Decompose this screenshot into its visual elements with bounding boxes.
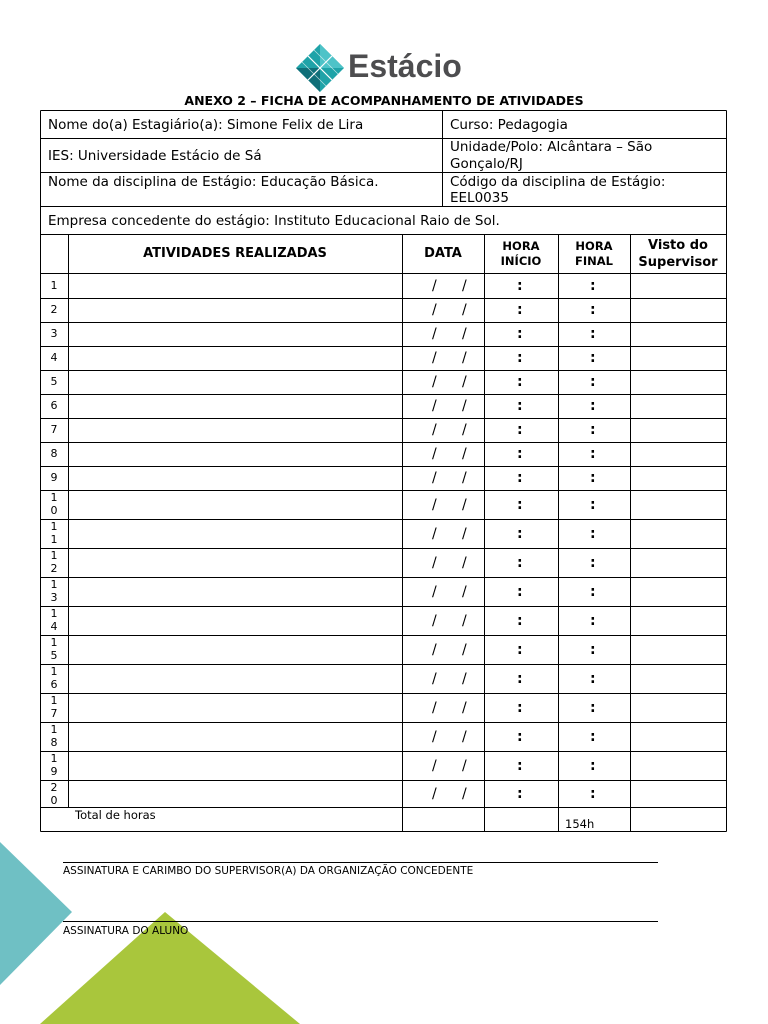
row-number: 5	[50, 375, 58, 388]
time-separator: :	[517, 422, 523, 438]
time-separator: :	[590, 554, 596, 571]
header-supervisor-line2: Supervisor	[638, 255, 718, 270]
total-hours-label: Total de horas	[75, 808, 156, 822]
student-signature-line	[63, 921, 658, 922]
time-separator: :	[590, 398, 596, 414]
date-separator: /	[462, 350, 467, 366]
time-separator: :	[590, 302, 596, 318]
time-separator: :	[517, 374, 523, 390]
time-separator: :	[590, 446, 596, 462]
supervisor-signature-line	[63, 862, 658, 863]
time-separator: :	[517, 302, 523, 318]
time-separator: :	[590, 350, 596, 366]
date-separator: /	[462, 374, 467, 390]
time-separator: :	[517, 612, 523, 629]
date-separator: /	[462, 422, 467, 438]
row-number: 1	[50, 723, 58, 736]
institution-field: IES: Universidade Estácio de Sá	[48, 148, 262, 164]
time-separator: :	[517, 728, 523, 745]
row-number: 4	[50, 351, 58, 364]
time-separator: :	[517, 757, 523, 774]
time-separator: :	[590, 728, 596, 745]
row-number: 2	[50, 562, 58, 575]
form-title: ANEXO 2 – FICHA DE ACOMPANHAMENTO DE ATIVIDADES	[184, 93, 584, 108]
date-separator: /	[432, 554, 437, 571]
unit-field-line1: Unidade/Polo: Alcântara – São	[450, 139, 653, 155]
date-separator: /	[462, 728, 467, 745]
time-separator: :	[590, 699, 596, 716]
date-separator: /	[462, 302, 467, 318]
date-separator: /	[462, 398, 467, 414]
row-number: 6	[50, 678, 58, 691]
date-separator: /	[432, 699, 437, 716]
date-separator: /	[432, 302, 437, 318]
time-separator: :	[517, 583, 523, 600]
header-start-time-line2: INÍCIO	[500, 254, 542, 268]
row-number: 2	[50, 303, 58, 316]
date-separator: /	[432, 785, 437, 802]
date-separator: /	[462, 641, 467, 658]
time-separator: :	[517, 785, 523, 802]
row-number: 2	[50, 781, 58, 794]
time-separator: :	[590, 670, 596, 687]
date-separator: /	[462, 525, 467, 542]
time-separator: :	[517, 670, 523, 687]
row-number: 7	[50, 423, 58, 436]
row-number: 5	[50, 649, 58, 662]
row-number: 3	[50, 327, 58, 340]
logo-wordmark: Estácio	[348, 48, 462, 84]
header-activities: ATIVIDADES REALIZADAS	[143, 246, 327, 261]
time-separator: :	[517, 277, 523, 294]
row-number: 8	[50, 736, 58, 749]
date-separator: /	[462, 583, 467, 600]
student-signature-label: ASSINATURA DO ALUNO	[63, 925, 189, 937]
row-number: 1	[50, 578, 58, 591]
row-number: 9	[50, 765, 58, 778]
time-separator: :	[590, 525, 596, 542]
row-number: 4	[50, 620, 58, 633]
date-separator: /	[432, 374, 437, 390]
row-number: 8	[50, 447, 58, 460]
time-separator: :	[517, 699, 523, 716]
row-number: 7	[50, 707, 58, 720]
student-name-field: Nome do(a) Estagiário(a): Simone Felix de Lira	[48, 117, 364, 133]
time-separator: :	[590, 326, 596, 342]
row-number: 9	[50, 471, 58, 484]
time-separator: :	[517, 398, 523, 414]
time-separator: :	[517, 470, 523, 486]
date-separator: /	[462, 446, 467, 462]
row-number: 0	[50, 794, 58, 807]
time-separator: :	[590, 785, 596, 802]
total-hours-value: 154h	[565, 817, 595, 831]
header-supervisor-line1: Visto do	[648, 238, 708, 253]
discipline-field: Nome da disciplina de Estágio: Educação Básica.	[48, 174, 379, 190]
date-separator: /	[432, 757, 437, 774]
date-separator: /	[432, 612, 437, 629]
time-separator: :	[590, 422, 596, 438]
date-separator: /	[462, 612, 467, 629]
date-separator: /	[432, 641, 437, 658]
date-separator: /	[462, 496, 467, 513]
date-separator: /	[462, 277, 467, 294]
time-separator: :	[517, 350, 523, 366]
row-number: 1	[50, 491, 58, 504]
date-separator: /	[432, 525, 437, 542]
header-date: DATA	[424, 246, 462, 261]
date-separator: /	[432, 670, 437, 687]
date-separator: /	[432, 446, 437, 462]
row-number: 1	[50, 665, 58, 678]
date-separator: /	[462, 326, 467, 342]
date-separator: /	[462, 785, 467, 802]
time-separator: :	[590, 374, 596, 390]
row-number: 1	[50, 533, 58, 546]
header-start-time-line1: HORA	[502, 239, 540, 253]
date-separator: /	[432, 277, 437, 294]
header-end-time-line1: HORA	[575, 239, 613, 253]
date-separator: /	[462, 554, 467, 571]
row-number: 3	[50, 591, 58, 604]
time-separator: :	[590, 496, 596, 513]
date-separator: /	[432, 583, 437, 600]
date-separator: /	[462, 699, 467, 716]
row-number: 1	[50, 636, 58, 649]
row-number: 1	[50, 694, 58, 707]
discipline-code-line1: Código da disciplina de Estágio:	[450, 174, 666, 190]
time-separator: :	[590, 583, 596, 600]
date-separator: /	[462, 470, 467, 486]
date-separator: /	[432, 496, 437, 513]
time-separator: :	[590, 612, 596, 629]
time-separator: :	[517, 554, 523, 571]
course-field: Curso: Pedagogia	[450, 117, 568, 133]
date-separator: /	[432, 728, 437, 745]
date-separator: /	[432, 422, 437, 438]
row-number: 1	[50, 549, 58, 562]
time-separator: :	[517, 496, 523, 513]
row-number: 0	[50, 504, 58, 517]
company-field: Empresa concedente do estágio: Instituto Educacional Raio de Sol.	[48, 213, 500, 229]
row-number: 1	[50, 607, 58, 620]
header-end-time-line2: FINAL	[575, 254, 613, 268]
date-separator: /	[432, 398, 437, 414]
row-number: 6	[50, 399, 58, 412]
unit-field-line2: Gonçalo/RJ	[450, 156, 523, 172]
time-separator: :	[590, 277, 596, 294]
discipline-code-line2: EEL0035	[450, 190, 509, 206]
date-separator: /	[462, 670, 467, 687]
time-separator: :	[517, 446, 523, 462]
time-separator: :	[517, 326, 523, 342]
time-separator: :	[590, 757, 596, 774]
date-separator: /	[462, 757, 467, 774]
time-separator: :	[517, 525, 523, 542]
date-separator: /	[432, 350, 437, 366]
time-separator: :	[590, 470, 596, 486]
date-separator: /	[432, 326, 437, 342]
time-separator: :	[517, 641, 523, 658]
date-separator: /	[432, 470, 437, 486]
time-separator: :	[590, 641, 596, 658]
row-number: 1	[50, 278, 58, 292]
row-number: 1	[50, 752, 58, 765]
supervisor-signature-label: ASSINATURA E CARIMBO DO SUPERVISOR(A) DA ORGANIZAÇÃO CONCEDENTE	[63, 865, 474, 877]
row-number: 1	[50, 520, 58, 533]
